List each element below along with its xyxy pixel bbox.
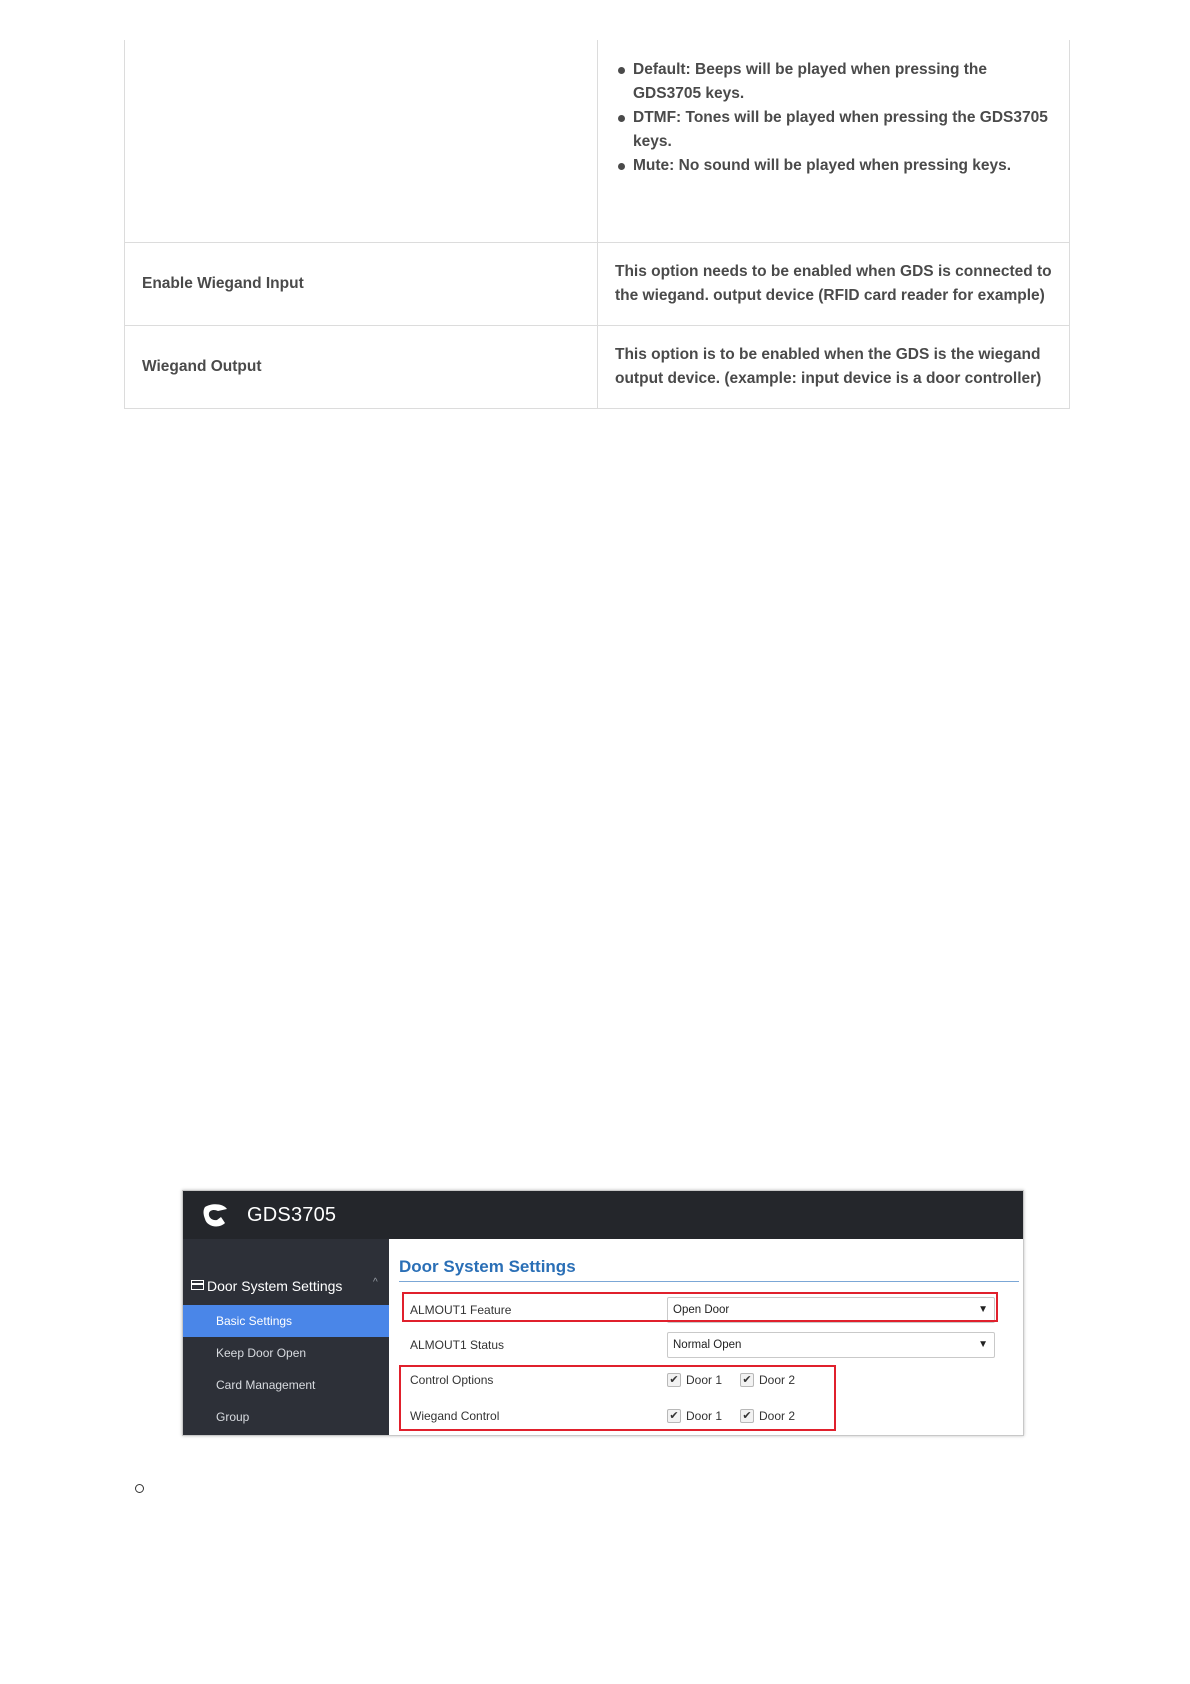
checkbox-label: Door 2 bbox=[759, 1409, 796, 1423]
sidebar-section-label: Door System Settings bbox=[207, 1278, 343, 1294]
control-options-door1-checkbox[interactable]: ✔ bbox=[667, 1373, 681, 1387]
bullet-text: DTMF: Tones will be played when pressing the GDS3705 keys. bbox=[633, 109, 1048, 150]
almout1-status-select[interactable] bbox=[667, 1332, 995, 1358]
sidebar-item-label: Card Management bbox=[216, 1378, 316, 1392]
list-item bbox=[615, 58, 1052, 106]
bullet-list bbox=[615, 58, 1052, 178]
main-panel bbox=[389, 1239, 1023, 1435]
bullet-text: Mute: No sound will be played when pressing keys. bbox=[633, 157, 1012, 174]
table-row bbox=[125, 243, 1070, 326]
table-cell-label: Enable Wiegand Input bbox=[125, 243, 598, 326]
card-icon bbox=[191, 1280, 204, 1290]
top-bar bbox=[183, 1191, 1023, 1239]
highlight-box-controls bbox=[399, 1365, 836, 1431]
hollow-bullet-icon bbox=[135, 1484, 144, 1493]
settings-table bbox=[124, 40, 1070, 409]
table-cell-description bbox=[598, 40, 1070, 243]
select-value: Normal Open bbox=[673, 1339, 742, 1351]
table-row bbox=[125, 326, 1070, 409]
title-divider bbox=[399, 1281, 1019, 1282]
wiegand-control-label: Wiegand Control bbox=[410, 1409, 500, 1423]
list-item bbox=[615, 106, 1052, 154]
sidebar-item-label: Group bbox=[216, 1410, 250, 1424]
checkbox-label: Door 2 bbox=[759, 1373, 796, 1387]
almout1-feature-label: ALMOUT1 Feature bbox=[410, 1303, 512, 1317]
select-value: Open Door bbox=[673, 1304, 730, 1316]
control-options-door2-checkbox[interactable]: ✔ bbox=[740, 1373, 754, 1387]
gds-web-ui-screenshot bbox=[182, 1190, 1024, 1436]
bullet-dot-icon bbox=[618, 115, 625, 122]
bullet-text: Default: Beeps will be played when pressing the GDS3705 keys. bbox=[633, 61, 987, 102]
sidebar-item-card-management[interactable] bbox=[183, 1369, 389, 1401]
caret-down-icon: ▼ bbox=[978, 1304, 988, 1315]
table-row bbox=[125, 40, 1070, 243]
bullet-dot-icon bbox=[618, 163, 625, 170]
list-item bbox=[615, 154, 1052, 178]
sidebar-item-basic-settings[interactable] bbox=[183, 1305, 389, 1337]
chevron-up-icon: ^ bbox=[373, 1277, 378, 1288]
table-cell-description: This option needs to be enabled when GDS is connected to the wiegand. output device (RFID card reader for example) bbox=[598, 243, 1070, 326]
page-title: Door System Settings bbox=[399, 1257, 576, 1276]
table-cell-label bbox=[125, 40, 598, 243]
table-cell-description: This option is to be enabled when the GDS is the wiegand output device. (example: input device is a door controller) bbox=[598, 326, 1070, 409]
sidebar-item-label: Basic Settings bbox=[216, 1314, 293, 1328]
wiegand-control-door2-checkbox[interactable]: ✔ bbox=[740, 1409, 754, 1423]
grandstream-logo-icon bbox=[201, 1201, 231, 1231]
checkbox-label: Door 1 bbox=[686, 1373, 723, 1387]
sidebar bbox=[183, 1239, 389, 1435]
control-options-label: Control Options bbox=[410, 1373, 494, 1387]
sidebar-section-door-system-settings[interactable] bbox=[183, 1275, 389, 1299]
table-cell-label: Wiegand Output bbox=[125, 326, 598, 409]
sidebar-item-group[interactable] bbox=[183, 1401, 389, 1433]
checkbox-label: Door 1 bbox=[686, 1409, 723, 1423]
sidebar-item-keep-door-open[interactable] bbox=[183, 1337, 389, 1369]
almout1-status-label: ALMOUT1 Status bbox=[410, 1338, 505, 1352]
wiegand-control-door1-checkbox[interactable]: ✔ bbox=[667, 1409, 681, 1423]
sidebar-item-label: Keep Door Open bbox=[216, 1346, 307, 1360]
brand-name: GDS3705 bbox=[247, 1204, 337, 1226]
caret-down-icon: ▼ bbox=[978, 1339, 988, 1350]
bullet-dot-icon bbox=[618, 67, 625, 74]
highlight-box-feature bbox=[402, 1292, 998, 1322]
